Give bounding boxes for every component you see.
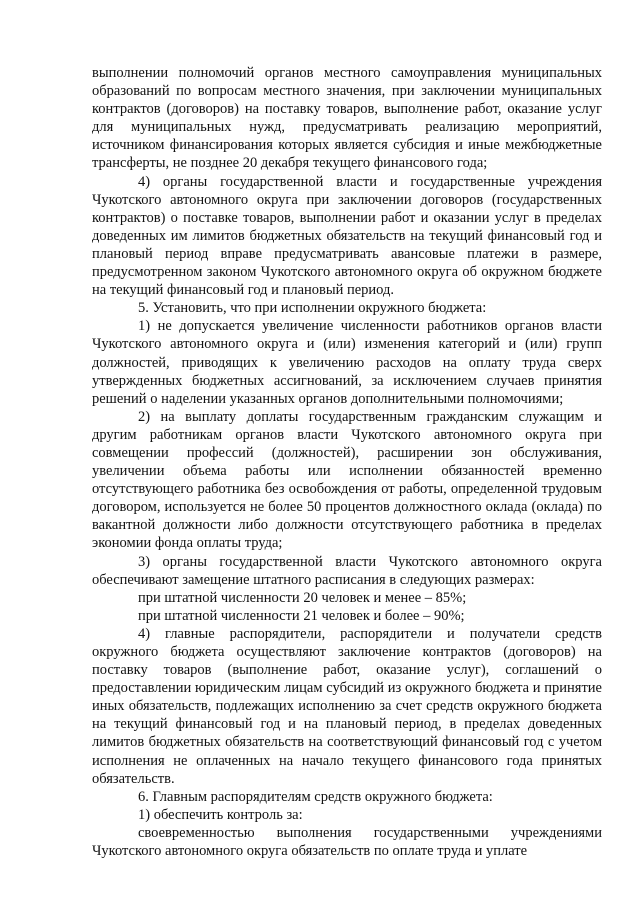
paragraph: своевременностью выполнения государственными учреждениями Чукотского автономного округа обязательств по оплате труда и уплате [92,824,602,860]
paragraph: 6. Главным распорядителям средств окружного бюджета: [138,788,493,805]
paragraph: 4) главные распорядители, распорядители и получатели средств окружного бюджета осуществляют заключение контрактов (договоров) на поставку товаров (выполнение работ, оказание услуг), соглашений о предоставлении юридическим лицам субсидий из окружного бюджета и принятие иных обязательств, подлежащих исполнению за счет средств окружного бюджета на текущий финансовый год и на плановый период, в пределах доведенных лимитов бюджетных обязательств на соответствующий финансовый год с учетом исполнения не оплаченных на начало текущего финансового года принятых обязательств. [92,625,602,787]
paragraph: выполнении полномочий органов местного самоуправления муниципальных образований по вопросам местного значения, при заключении муниципальных контрактов (договоров) на поставку товаров, выполнение работ, оказание услуг для муниципальных нужд, предусматривать реализацию мероприятий, источником финансирования которых является субсидия и иные межбюджетные трансферты, не позднее 20 декабря текущего финансового года; [92,65,602,172]
paragraph: 2) на выплату доплаты государственным гражданским служащим и другим работникам органов власти Чукотского автономного округа при совмещении профессий (должностей), расширении зон обслуживания, увеличении объема работы или исполнении обязанностей временно отсутствующего работника без освобождения от работы, определенной трудовым договором, используется не более 50 процентов должностного оклада (оклада) по вакантной должности либо должности отсутствующего работника в пределах экономии фонда оплаты труда; [92,408,602,552]
paragraph: при штатной численности 20 человек и менее – 85%; [138,589,467,606]
paragraph: 5. Установить, что при исполнении окружного бюджета: [138,300,487,317]
paragraph: 4) органы государственной власти и государственные учреждения Чукотского автономного округа при заключении договоров (государственных контрактов) о поставке товаров, выполнении работ и оказании услуг в пределах доведенных им лимитов бюджетных обязательств на текущий финансовый год и плановый период вправе предусматривать авансовые платежи в размере, предусмотренном законом Чукотского автономного округа об окружном бюджете на текущий финансовый год и плановый период. [92,173,602,299]
paragraph: при штатной численности 21 человек и более – 90%; [138,607,465,624]
paragraph: 1) обеспечить контроль за: [138,806,303,823]
body-text [92,64,602,860]
paragraph: 1) не допускается увеличение численности работников органов власти Чукотского автономного округа и (или) изменения категорий и (или) групп должностей, приводящих к увеличению расходов на оплату труда сверх утвержденных бюджетных ассигнований, за исключением случаев принятия решений о наделении указанных органов дополнительными полномочиями; [92,318,602,407]
paragraph: 3) органы государственной власти Чукотского автономного округа обеспечивают замещение штатного расписания в следующих размерах: [92,553,602,588]
